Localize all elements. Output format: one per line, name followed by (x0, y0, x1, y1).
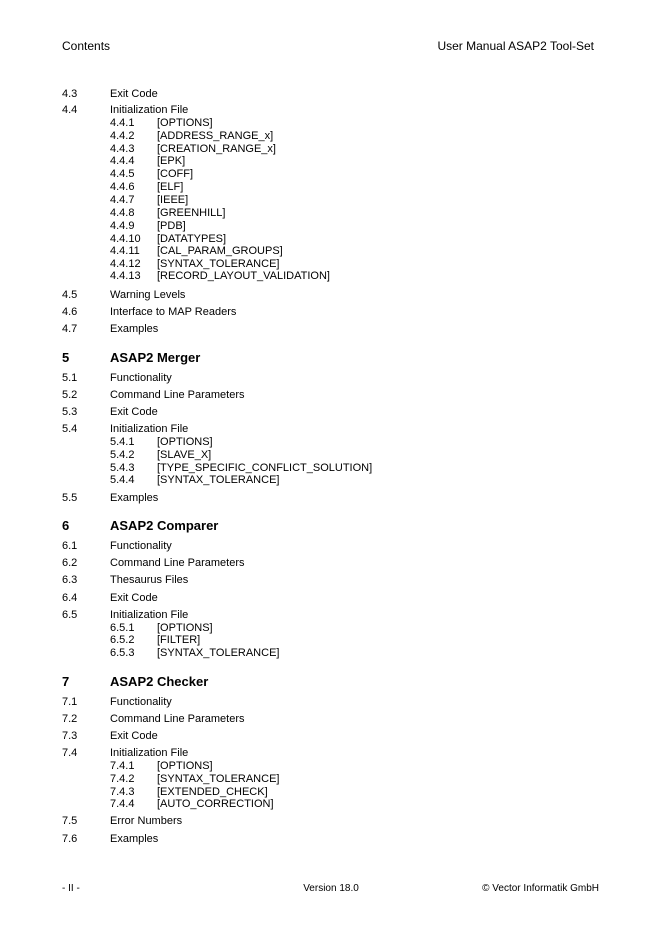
toc-entry-number: 5.3 (62, 406, 78, 418)
toc-entry-number: 4.4.7 (110, 194, 135, 206)
toc-entry-number: 7.5 (62, 815, 78, 827)
toc-entry-number: 4.4.9 (110, 220, 135, 232)
toc-entry-title: Examples (110, 833, 159, 845)
toc-entry-number: 4.4.6 (110, 181, 135, 193)
toc-entry-number: 4.4.3 (110, 143, 135, 155)
toc-entry-title: Initialization File (110, 609, 189, 621)
toc-entry-number: 6.3 (62, 574, 78, 586)
toc-entry-number: 7 (62, 674, 70, 689)
toc-entry-title: [IEEE] (157, 194, 189, 206)
toc-entry-title: [TYPE_SPECIFIC_CONFLICT_SOLUTION] (157, 462, 373, 474)
toc-entry-title: Initialization File (110, 747, 189, 759)
toc-entry-number: 5.4.4 (110, 474, 135, 486)
toc-entry-title: [SYNTAX_TOLERANCE] (157, 773, 280, 785)
toc-entry-number: 7.4.2 (110, 773, 135, 785)
toc-entry-title: [CAL_PARAM_GROUPS] (157, 245, 283, 257)
toc-entry-number: 4.4 (62, 104, 78, 116)
toc-entry-number: 5.4.2 (110, 449, 135, 461)
toc-entry-number: 4.7 (62, 323, 78, 335)
toc-entry-number: 7.4 (62, 747, 78, 759)
header-right: User Manual ASAP2 Tool-Set (437, 39, 594, 53)
toc-entry-title: [SYNTAX_TOLERANCE] (157, 258, 280, 270)
toc-entry-number: 5.1 (62, 372, 78, 384)
toc-entry-number: 4.4.2 (110, 130, 135, 142)
toc-entry-title: [SLAVE_X] (157, 449, 212, 461)
toc-entry-title: [ADDRESS_RANGE_x] (157, 130, 274, 142)
toc-entry-title: [SYNTAX_TOLERANCE] (157, 647, 280, 659)
toc-entry-title: [PDB] (157, 220, 186, 232)
toc-entry-number: 5 (62, 350, 70, 365)
toc-entry-number: 7.2 (62, 713, 78, 725)
toc-entry-number: 4.6 (62, 306, 78, 318)
toc-entry-number: 4.3 (62, 88, 78, 100)
toc-entry-number: 6.5.2 (110, 634, 135, 646)
header-left: Contents (62, 39, 111, 53)
toc-entry-title: [ELF] (157, 181, 184, 193)
toc-entry-title: Error Numbers (110, 815, 183, 827)
toc-entry-title: Command Line Parameters (110, 713, 245, 725)
toc-entry-title: Command Line Parameters (110, 389, 245, 401)
toc-entry-title: Thesaurus Files (110, 574, 189, 586)
toc-entry-number: 6.5.1 (110, 622, 135, 634)
toc-entry-title: Exit Code (110, 730, 158, 742)
toc-entry-title: Functionality (110, 696, 172, 708)
toc-entry-title: ASAP2 Checker (110, 674, 209, 689)
footer-copyright: © Vector Informatik GmbH (482, 883, 599, 894)
toc-entry-number: 5.4.1 (110, 436, 135, 448)
toc-entry-title: [OPTIONS] (157, 622, 213, 634)
toc-entry-title: [SYNTAX_TOLERANCE] (157, 474, 280, 486)
toc-entry-title: Examples (110, 492, 159, 504)
toc-entry-number: 5.5 (62, 492, 78, 504)
toc-entry-title: Initialization File (110, 104, 189, 116)
toc-entry-number: 6 (62, 518, 70, 533)
toc-entry-title: Exit Code (110, 88, 158, 100)
toc-entry-title: [RECORD_LAYOUT_VALIDATION] (157, 270, 330, 282)
toc-entry-title: [AUTO_CORRECTION] (157, 798, 274, 810)
toc-entry-number: 4.4.5 (110, 168, 135, 180)
toc-entry-number: 6.2 (62, 557, 78, 569)
toc-entry-title: [FILTER] (157, 634, 201, 646)
toc-entry-title: Functionality (110, 372, 172, 384)
toc-entry-number: 7.6 (62, 833, 78, 845)
toc-entry-number: 7.3 (62, 730, 78, 742)
toc-entry-number: 5.4 (62, 423, 78, 435)
toc-entry-title: Exit Code (110, 406, 158, 418)
toc-entry-title: Command Line Parameters (110, 557, 245, 569)
toc-entry-title: [GREENHILL] (157, 207, 226, 219)
toc-entry-number: 7.4.1 (110, 760, 135, 772)
toc-entry-number: 7.4.4 (110, 798, 135, 810)
toc-entry-title: Functionality (110, 540, 172, 552)
toc-entry-number: 4.4.13 (110, 270, 141, 282)
footer-page-number: - II - (62, 883, 80, 894)
toc-entry-number: 4.4.8 (110, 207, 135, 219)
toc-entry-number: 6.5 (62, 609, 78, 621)
toc-entry-title: [DATATYPES] (157, 233, 227, 245)
toc-entry-title: [OPTIONS] (157, 436, 213, 448)
toc-entry-title: Warning Levels (110, 289, 186, 301)
toc-entry-title: [EXTENDED_CHECK] (157, 786, 268, 798)
toc-entry-number: 5.2 (62, 389, 78, 401)
toc-entry-number: 4.5 (62, 289, 78, 301)
toc-entry-number: 7.1 (62, 696, 78, 708)
toc-entry-number: 6.5.3 (110, 647, 135, 659)
toc-entry-title: Examples (110, 323, 159, 335)
toc-entry-title: [COFF] (157, 168, 194, 180)
toc-entry-number: 4.4.1 (110, 117, 135, 129)
toc-entry-title: Exit Code (110, 592, 158, 604)
toc-entry-title: [OPTIONS] (157, 117, 213, 129)
toc-entry-number: 4.4.11 (110, 245, 140, 257)
toc-entry-title: [OPTIONS] (157, 760, 213, 772)
toc-entry-title: Interface to MAP Readers (110, 306, 237, 318)
toc-entry-number: 4.4.12 (110, 258, 141, 270)
toc-entry-number: 4.4.10 (110, 233, 141, 245)
toc-entry-title: ASAP2 Merger (110, 350, 201, 365)
toc-entry-number: 6.4 (62, 592, 78, 604)
toc-entry-title: Initialization File (110, 423, 189, 435)
toc-entry-title: [EPK] (157, 155, 186, 167)
toc-entry-title: [CREATION_RANGE_x] (157, 143, 276, 155)
toc-entry-number: 5.4.3 (110, 462, 135, 474)
toc-entry-number: 7.4.3 (110, 786, 135, 798)
toc-entry-number: 4.4.4 (110, 155, 135, 167)
toc-entry-title: ASAP2 Comparer (110, 518, 219, 533)
toc-entry-number: 6.1 (62, 540, 78, 552)
footer-version: Version 18.0 (303, 883, 359, 894)
